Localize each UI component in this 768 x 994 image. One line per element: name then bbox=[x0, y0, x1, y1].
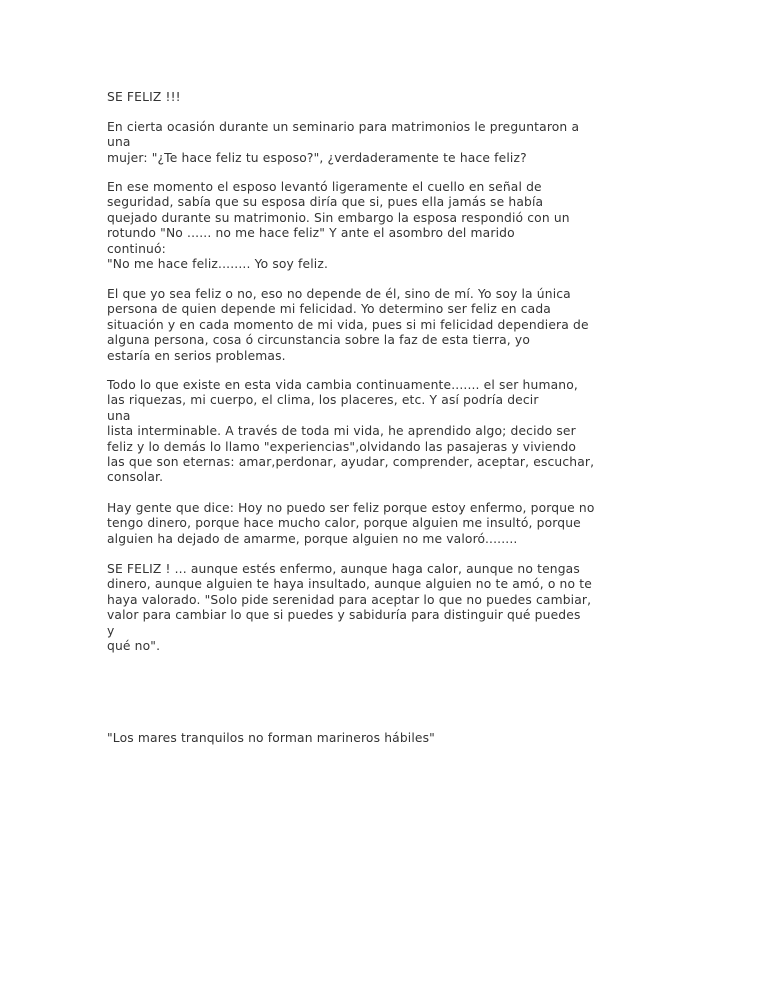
paragraph-line: situación y en cada momento de mi vida, pues si mi felicidad dependiera de bbox=[107, 317, 589, 332]
paragraph-line: persona de quien depende mi felicidad. Yo determino ser feliz en cada bbox=[107, 302, 551, 317]
paragraph-6 bbox=[107, 562, 627, 654]
paragraph-line: lista interminable. A través de toda mi vida, he aprendido algo; decido ser bbox=[107, 424, 576, 439]
paragraph-line: alguien ha dejado de amarme, porque alguien no me valoró........ bbox=[107, 531, 518, 546]
paragraph-line: feliz y lo demás lo llamo "experiencias",olvidando las pasajeras y viviendo bbox=[107, 439, 577, 454]
paragraph-line: haya valorado. "Solo pide serenidad para aceptar lo que no puedes cambiar, bbox=[107, 592, 592, 607]
paragraph-line: alguna persona, cosa ó circunstancia sobre la faz de esta tierra, yo bbox=[107, 333, 531, 348]
paragraph-1 bbox=[107, 120, 627, 166]
paragraph-line: Todo lo que existe en esta vida cambia continuamente....... el ser humano, bbox=[107, 378, 578, 392]
paragraph-line: En cierta ocasión durante un seminario para matrimonios le preguntaron a bbox=[107, 120, 580, 134]
paragraph-line: Hay gente que dice: Hoy no puedo ser feliz porque estoy enfermo, porque no bbox=[107, 501, 595, 515]
paragraph-line: "No me hace feliz........ Yo soy feliz. bbox=[107, 256, 329, 271]
paragraph-line: rotundo "No ...... no me hace feliz" Y ante el asombro del marido bbox=[107, 226, 515, 241]
paragraph-line: estaría en serios problemas. bbox=[107, 348, 286, 363]
paragraph-3 bbox=[107, 287, 627, 364]
paragraph-line: continuó: bbox=[107, 241, 166, 256]
paragraph-line: una bbox=[107, 408, 131, 423]
paragraph-line: quejado durante su matrimonio. Sin embargo la esposa respondió con un bbox=[107, 210, 570, 225]
paragraph-line: tengo dinero, porque hace mucho calor, porque alguien me insultó, porque bbox=[107, 516, 581, 531]
paragraph-line: SE FELIZ ! ... aunque estés enfermo, aunque haga calor, aunque no tengas bbox=[107, 562, 580, 576]
paragraph-line: las riquezas, mi cuerpo, el clima, los placeres, etc. Y así podría decir bbox=[107, 393, 539, 408]
closing-quote bbox=[107, 731, 627, 746]
paragraph-line: qué no". bbox=[107, 638, 161, 653]
paragraph-line: valor para cambiar lo que si puedes y sabiduría para distinguir qué puedes bbox=[107, 608, 581, 623]
paragraph-2 bbox=[107, 180, 627, 272]
paragraph-line: mujer: "¿Te hace feliz tu esposo?", ¿verdaderamente te hace feliz? bbox=[107, 150, 527, 165]
document-title bbox=[107, 90, 627, 105]
paragraph-line: una bbox=[107, 135, 131, 150]
paragraph-line: las que son eternas: amar,perdonar, ayudar, comprender, aceptar, escuchar, bbox=[107, 454, 595, 469]
title-line: SE FELIZ !!! bbox=[107, 90, 181, 104]
paragraph-line: consolar. bbox=[107, 470, 164, 485]
paragraph-line: En ese momento el esposo levantó ligeramente el cuello en señal de bbox=[107, 180, 542, 194]
paragraph-4 bbox=[107, 378, 627, 486]
paragraph-5 bbox=[107, 501, 627, 547]
paragraph-line: dinero, aunque alguien te haya insultado, aunque alguien no te amó, o no te bbox=[107, 577, 592, 592]
paragraph-line: y bbox=[107, 623, 115, 638]
paragraph-line: El que yo sea feliz o no, eso no depende de él, sino de mí. Yo soy la única bbox=[107, 287, 571, 301]
quote-line: "Los mares tranquilos no forman marineros hábiles" bbox=[107, 731, 435, 745]
paragraph-line: seguridad, sabía que su esposa diría que si, pues ella jamás se había bbox=[107, 195, 544, 210]
